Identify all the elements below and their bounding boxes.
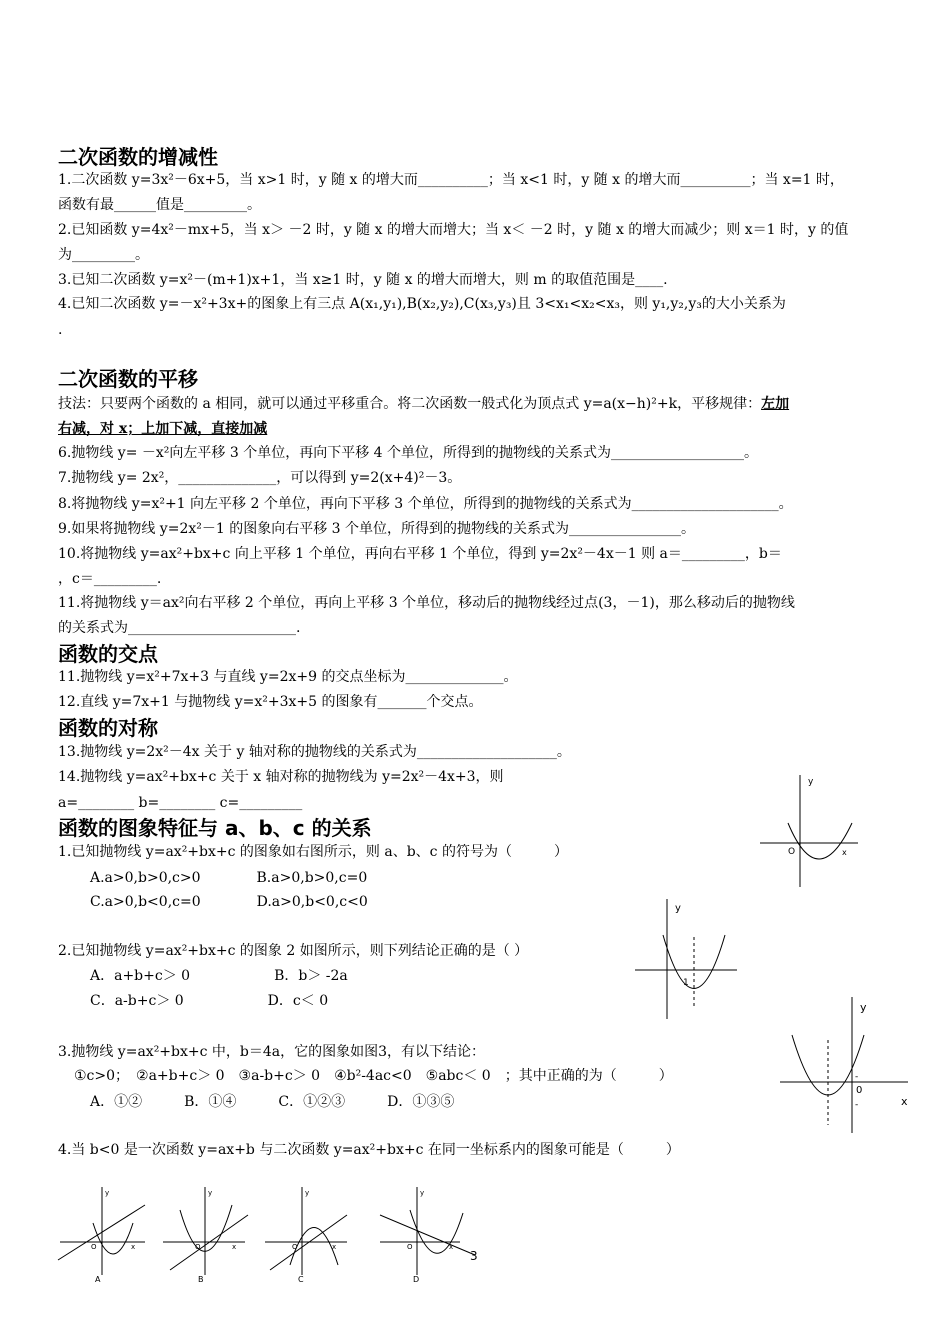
text-line: 1.二次函数 y=3x²－6x+5，当 x>1 时，y 随 x 的增大而__________；当 x<1 时，y 随 x 的增大而__________；当 x=1 时， [58,172,844,188]
text-line: 为_________。 [58,247,149,263]
option-graph-d [375,1185,485,1285]
text-line: 8.将抛物线 y=x²+1 向左平移 2 个单位，再向下平移 3 个单位，所得到的抛物线的关系式为_____________________。 [58,496,793,512]
text-line: 9.如果将抛物线 y=2x²－1 的图象向右平移 3 个单位，所得到的抛物线的关系式为________________。 [58,521,696,537]
text-line: 10.将抛物线 y=ax²+bx+c 向上平移 1 个单位，再向右平移 1 个单位，得到 y=2x²－4x－1 则 a＝_________，b＝ [58,546,782,562]
origin-label: O [292,1243,298,1251]
axis-label-y: y [860,1001,867,1014]
option-line: C.a>0,b<0,c=0 D.a>0,b<0,c<0 [90,894,368,910]
text-line: ①c>0； ②a+b+c＞ 0 ③a-b+c＞ 0 ④b²-4ac<0 ⑤abc＜ 0 ；其中正确的为（ ） [74,1068,673,1084]
axis-label-y: y [105,1189,110,1197]
axis-label-x: x [332,1243,337,1251]
text-line: 函数有最______值是_________。 [58,197,261,213]
axis-label-x: x [232,1243,237,1251]
text-line: 3.已知二次函数 y=x²－(m+1)x+1，当 x≥1 时，y 随 x 的增大而增大，则 m 的取值范围是____. [58,272,668,288]
option-line: A．a+b+c＞ 0 B．b＞ -2a [90,968,348,984]
technique-text: 技法：只要两个函数的 a 相同，就可以通过平移重合。将二次函数一般式化为顶点式 y=a(x−h)²+k，平移规律： [58,396,762,412]
text-line: . [58,322,63,338]
text-line: 4.当 b<0 是一次函数 y=ax+b 与二次函数 y=ax²+bx+c 在同一坐标系内的图象可能是（ ） [58,1142,680,1158]
text-line: 7.抛物线 y= 2x²，______________，可以得到 y=2(x+4)²－3。 [58,470,462,486]
option-line: A．①② B．①④ C．①②③ D．①③⑤ [90,1094,455,1110]
origin-label: O [91,1243,97,1251]
technique-rule-cont: 右减，对 x；上加下减，直接加减 [58,421,268,437]
text-line: 11.将抛物线 y＝ax²向右平移 2 个单位，再向上平移 3 个单位，移动后的抛物线经过点(3，－1)，那么移动后的抛物线 [58,595,795,611]
axis-label-y: y [305,1189,310,1197]
figure-2-parabola [635,897,745,1022]
section-title-intersection: 函数的交点 [58,642,158,666]
axis-label-y: y [675,903,681,914]
section-title-translation: 二次函数的平移 [58,367,198,391]
technique-line [58,394,789,414]
axis-label-y: y [808,777,814,787]
axis-label-x: x [901,1095,908,1108]
section-title-graph-features: 函数的图象特征与 a、b、c 的关系 [58,816,372,840]
text-line: 11.抛物线 y=x²+7x+3 与直线 y=2x+9 的交点坐标为______________。 [58,669,518,685]
technique-rule: 左加 [761,396,790,412]
page-number: 3 [470,1249,478,1263]
option-label: B [198,1275,204,1284]
axis-label-x: x [842,848,847,857]
text-line: a=________ b=________ c=_________ [58,795,303,811]
option-label: D [413,1275,420,1284]
option-line: C．a-b+c＞ 0 D．c＜ 0 [90,993,329,1009]
text-line: 的关系式为________________________. [58,620,301,636]
option-label: C [298,1275,304,1284]
option-line: A.a>0,b>0,c>0 B.a>0,b>0,c=0 [90,870,368,886]
section-title-monotonicity: 二次函数的增减性 [58,145,218,169]
text-line: 6.抛物线 y= －x²向左平移 3 个单位，再向下平移 4 个单位，所得到的抛物线的关系式为___________________。 [58,445,759,461]
origin-label: O [788,847,796,857]
axis-label-x: x [131,1243,136,1251]
option-graph-c [262,1185,357,1285]
text-line: 14.抛物线 y=ax²+bx+c 关于 x 轴对称的抛物线为 y=2x²－4x+3，则 [58,769,504,785]
axis-label-y: y [208,1189,213,1197]
tick-mark: - [855,1100,859,1110]
origin-label: 0 [856,1085,863,1096]
text-line: 2.已知函数 y=4x²－mx+5，当 x＞ －2 时，y 随 x 的增大而增大；当 x＜ －2 时，y 随 x 的增大而减少；则 x＝1 时，y 的值 [58,222,849,238]
axis-label-y: y [420,1189,425,1197]
option-label: A [95,1275,101,1284]
option-graph-b [160,1185,255,1285]
text-line: 1.已知抛物线 y=ax²+bx+c 的图象如右图所示，则 a、b、c 的符号为（ ） [58,844,568,860]
axis-label-x: x [449,1243,454,1251]
section-title-symmetry: 函数的对称 [58,716,158,740]
origin-label: O [407,1243,413,1251]
text-line: 12.直线 y=7x+1 与抛物线 y=x²+3x+5 的图象有_______个交点。 [58,694,483,710]
text-line: 3.抛物线 y=ax²+bx+c 中，b＝4a，它的图象如图3，有以下结论： [58,1044,486,1060]
text-line: 4.已知二次函数 y=－x²+3x+的图象上有三点 A(x₁,y₁),B(x₂,y₂),C(x₃,y₃)且 3<x₁<x₂<x₃，则 y₁,y₂,y₃的大小关系为 [58,296,786,312]
figure-1-parabola [760,775,860,890]
tick-label-one: 1 [683,978,689,988]
origin-label: O [195,1243,201,1251]
figure-3-parabola [780,995,915,1135]
text-line: 13.抛物线 y=2x²－4x 关于 y 轴对称的抛物线的关系式为____________________。 [58,744,571,760]
tick-mark: - [855,1072,859,1082]
text-line: 2.已知抛物线 y=ax²+bx+c 的图象 2 如图所示，则下列结论正确的是（ ） [58,943,529,959]
text-line: ，c＝_________. [58,571,162,587]
option-graph-a [55,1185,150,1285]
